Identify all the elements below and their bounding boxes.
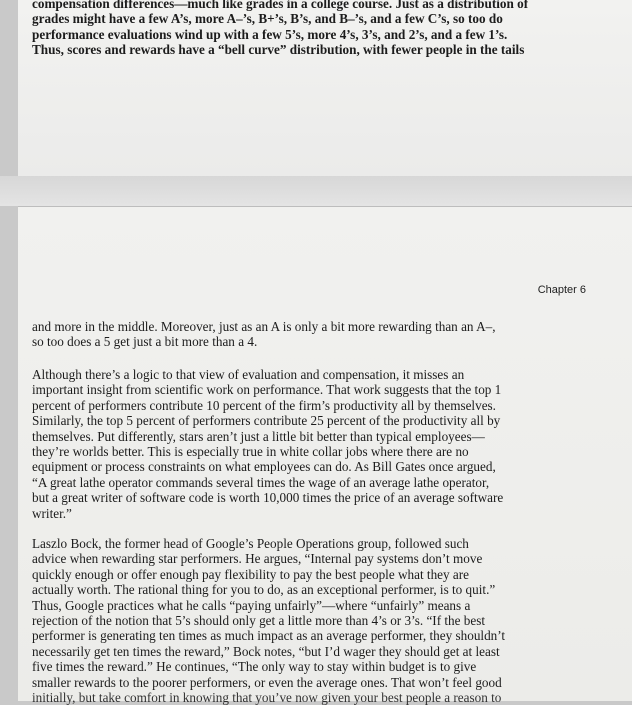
text-line: “A great lathe operator commands several times the wage of an average lathe operator, [32, 474, 490, 490]
text-line: necessarily get ten times the reward,” Bock notes, “but I’d wager they should get at least [32, 643, 500, 659]
page-gap [0, 176, 632, 206]
text-line: so too does a 5 get just a bit more than a 4. [32, 334, 258, 350]
text-line: they’re worlds better. This is especially true in white collar jobs where there are no [32, 444, 469, 460]
text-line: actually worth. The rational thing for you to do, as an exceptional performer, is to quit.” [32, 582, 496, 598]
text-line: rejection of the notion that 5’s should only get a little more than 4’s or 3’s. “If the best [32, 613, 486, 629]
text-line: percent of performers contribute 10 percent of the firm’s productivity all by themselves. [32, 397, 496, 413]
top-paragraph [32, 0, 552, 58]
text-line: themselves. Put differently, stars aren’t just a little bit better than typical employees— [32, 428, 485, 444]
text-line: Although there’s a logic to that view of evaluation and compensation, it misses an [32, 367, 465, 382]
text-line: and more in the middle. Moreover, just as an A is only a bit more rewarding than an A–, [32, 319, 496, 334]
paragraph-3 [32, 536, 552, 705]
text-line: smaller rewards to the poorer performers, or even the average ones. That won’t feel good [32, 674, 502, 690]
paragraph-2 [32, 367, 552, 521]
text-line: equipment or process constraints on what employees can do. As Bill Gates once argued, [32, 459, 496, 475]
text-line: grades might have a few A’s, more A–’s, B+’s, B’s, and B–’s, and a few C’s, so too do [32, 11, 503, 27]
text-line: Thus, scores and rewards have a “bell curve” distribution, with fewer people in the tails [32, 42, 525, 58]
top-page [18, 0, 632, 177]
text-line: initially, but take comfort in knowing that you’ve now given your best people a reason to [32, 690, 502, 705]
text-line: Similarly, the top 5 percent of performers contribute 25 percent of the productivity all by [32, 413, 501, 429]
text-line: Thus, Google practices what he calls “paying unfairly”—where “unfairly” means a [32, 597, 471, 613]
text-line: writer.” [32, 505, 72, 521]
text-line: five times the reward.” He continues, “The only way to stay within budget is to give [32, 659, 477, 675]
paragraph-1 [32, 319, 552, 350]
text-line: important insight from scientific work on performance. That work suggests that the top 1 [32, 382, 502, 398]
text-line: but a great writer of software code is worth 10,000 times the price of an average software [32, 490, 504, 506]
text-line: performer is generating ten times as much impact as an average performer, they shouldn’t [32, 628, 506, 644]
text-line: Laszlo Bock, the former head of Google’s People Operations group, followed such [32, 536, 469, 551]
text-line: performance evaluations wind up with a few 5’s, more 4’s, 3’s, and 2’s, and a few 1’s. [32, 26, 508, 42]
text-line: advice when rewarding star performers. He argues, “Internal pay systems don’t move [32, 551, 483, 567]
bottom-page [18, 206, 632, 705]
text-line: quickly enough or offer enough pay flexibility to pay the best people what they are [32, 566, 470, 582]
chapter-label: Chapter 6 [537, 284, 586, 296]
text-line: compensation differences—much like grades in a college course. Just as a distribution of [32, 0, 529, 11]
